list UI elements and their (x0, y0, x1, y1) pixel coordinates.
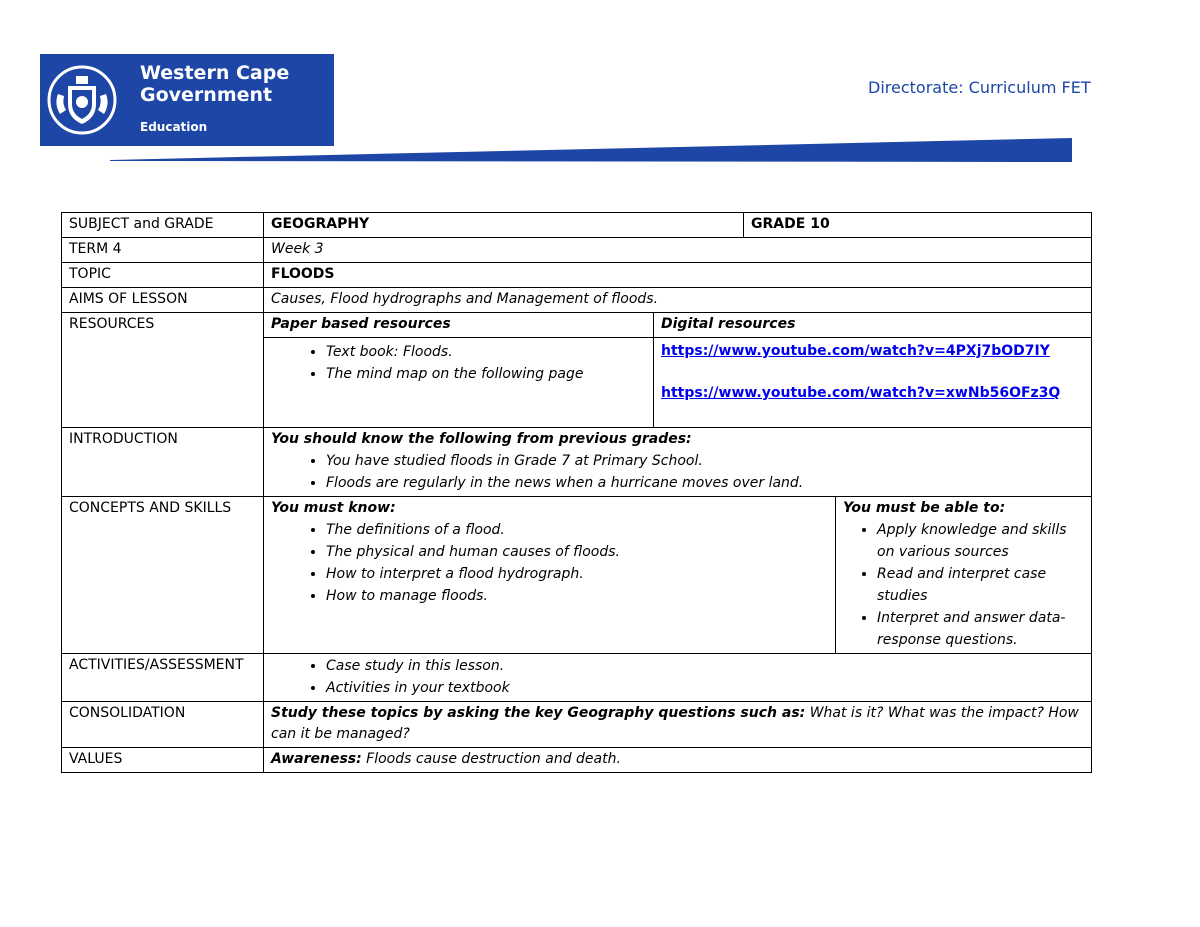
grade-value: GRADE 10 (744, 213, 1092, 238)
consolidation-text: What is it? What was the impact? How can it be managed? (271, 705, 1079, 742)
introduction-heading: You should know the following from previous grades: (271, 431, 692, 447)
list-item: • You have studied floods in Grade 7 at Primary School. (326, 450, 1084, 472)
aims-value: Causes, Flood hydrographs and Management of floods. (264, 288, 1092, 313)
consolidation-lead: Study these topics by asking the key Geography questions such as: (271, 705, 806, 721)
logo-subtitle: Education (140, 120, 208, 134)
list-item: • Interpret and answer data-response questions. (877, 607, 1084, 651)
list-item: • Apply knowledge and skills on various sources (877, 519, 1084, 563)
consolidation-label: CONSOLIDATION (62, 702, 264, 748)
table-row (62, 497, 1092, 654)
term-value: Week 3 (264, 238, 1092, 263)
logo-line2: Government (140, 84, 273, 106)
list-item: • The mind map on the following page (326, 363, 646, 385)
paper-resources-list (264, 338, 654, 428)
table-row (62, 702, 1092, 748)
list-item: • The definitions of a flood. (326, 519, 828, 541)
header-swoosh (110, 130, 1075, 170)
term-label: TERM 4 (62, 238, 264, 263)
resources-label: RESOURCES (62, 313, 264, 428)
must-know-content (264, 497, 836, 654)
list-item: • How to manage floods. (326, 585, 828, 607)
directorate-title: Directorate: Curriculum FET (868, 78, 1091, 97)
subject-value: GEOGRAPHY (264, 213, 744, 238)
values-lead: Awareness: (271, 751, 362, 767)
table-row (62, 213, 1092, 238)
lesson-plan-table (61, 212, 1092, 773)
concepts-label: CONCEPTS AND SKILLS (62, 497, 264, 654)
digital-resources-list (654, 338, 1092, 428)
table-row (62, 654, 1092, 702)
list-item: • Case study in this lesson. (326, 655, 1084, 677)
youtube-link-2[interactable]: https://www.youtube.com/watch?v=xwNb56OFz3Q (661, 385, 1061, 401)
youtube-link-1[interactable]: https://www.youtube.com/watch?v=4PXj7bOD7IY (661, 343, 1050, 359)
introduction-label: INTRODUCTION (62, 428, 264, 497)
topic-label: TOPIC (62, 263, 264, 288)
paper-resources-heading: Paper based resources (264, 313, 654, 338)
values-content (264, 748, 1092, 773)
able-to-content (836, 497, 1092, 654)
activities-content (264, 654, 1092, 702)
list-item: • Floods are regularly in the news when a hurricane moves over land. (326, 472, 1084, 494)
table-row (62, 288, 1092, 313)
table-row (62, 748, 1092, 773)
aims-label: AIMS OF LESSON (62, 288, 264, 313)
list-item: • The physical and human causes of floods. (326, 541, 828, 563)
able-to-heading: You must be able to: (843, 500, 1006, 516)
activities-label: ACTIVITIES/ASSESSMENT (62, 654, 264, 702)
must-know-heading: You must know: (271, 500, 396, 516)
table-row (62, 263, 1092, 288)
digital-resources-heading: Digital resources (654, 313, 1092, 338)
subject-label: SUBJECT and GRADE (62, 213, 264, 238)
topic-value: FLOODS (264, 263, 1092, 288)
list-item: • Activities in your textbook (326, 677, 1084, 699)
values-label: VALUES (62, 748, 264, 773)
table-row (62, 313, 1092, 338)
coat-of-arms-icon (46, 64, 118, 136)
list-item: • Text book: Floods. (326, 341, 646, 363)
consolidation-content (264, 702, 1092, 748)
list-item: • Read and interpret case studies (877, 563, 1084, 607)
values-text: Floods cause destruction and death. (361, 751, 621, 767)
table-row (62, 428, 1092, 497)
introduction-content (264, 428, 1092, 497)
list-item: • How to interpret a flood hydrograph. (326, 563, 828, 585)
logo-line1: Western Cape (140, 62, 290, 84)
table-row (62, 238, 1092, 263)
